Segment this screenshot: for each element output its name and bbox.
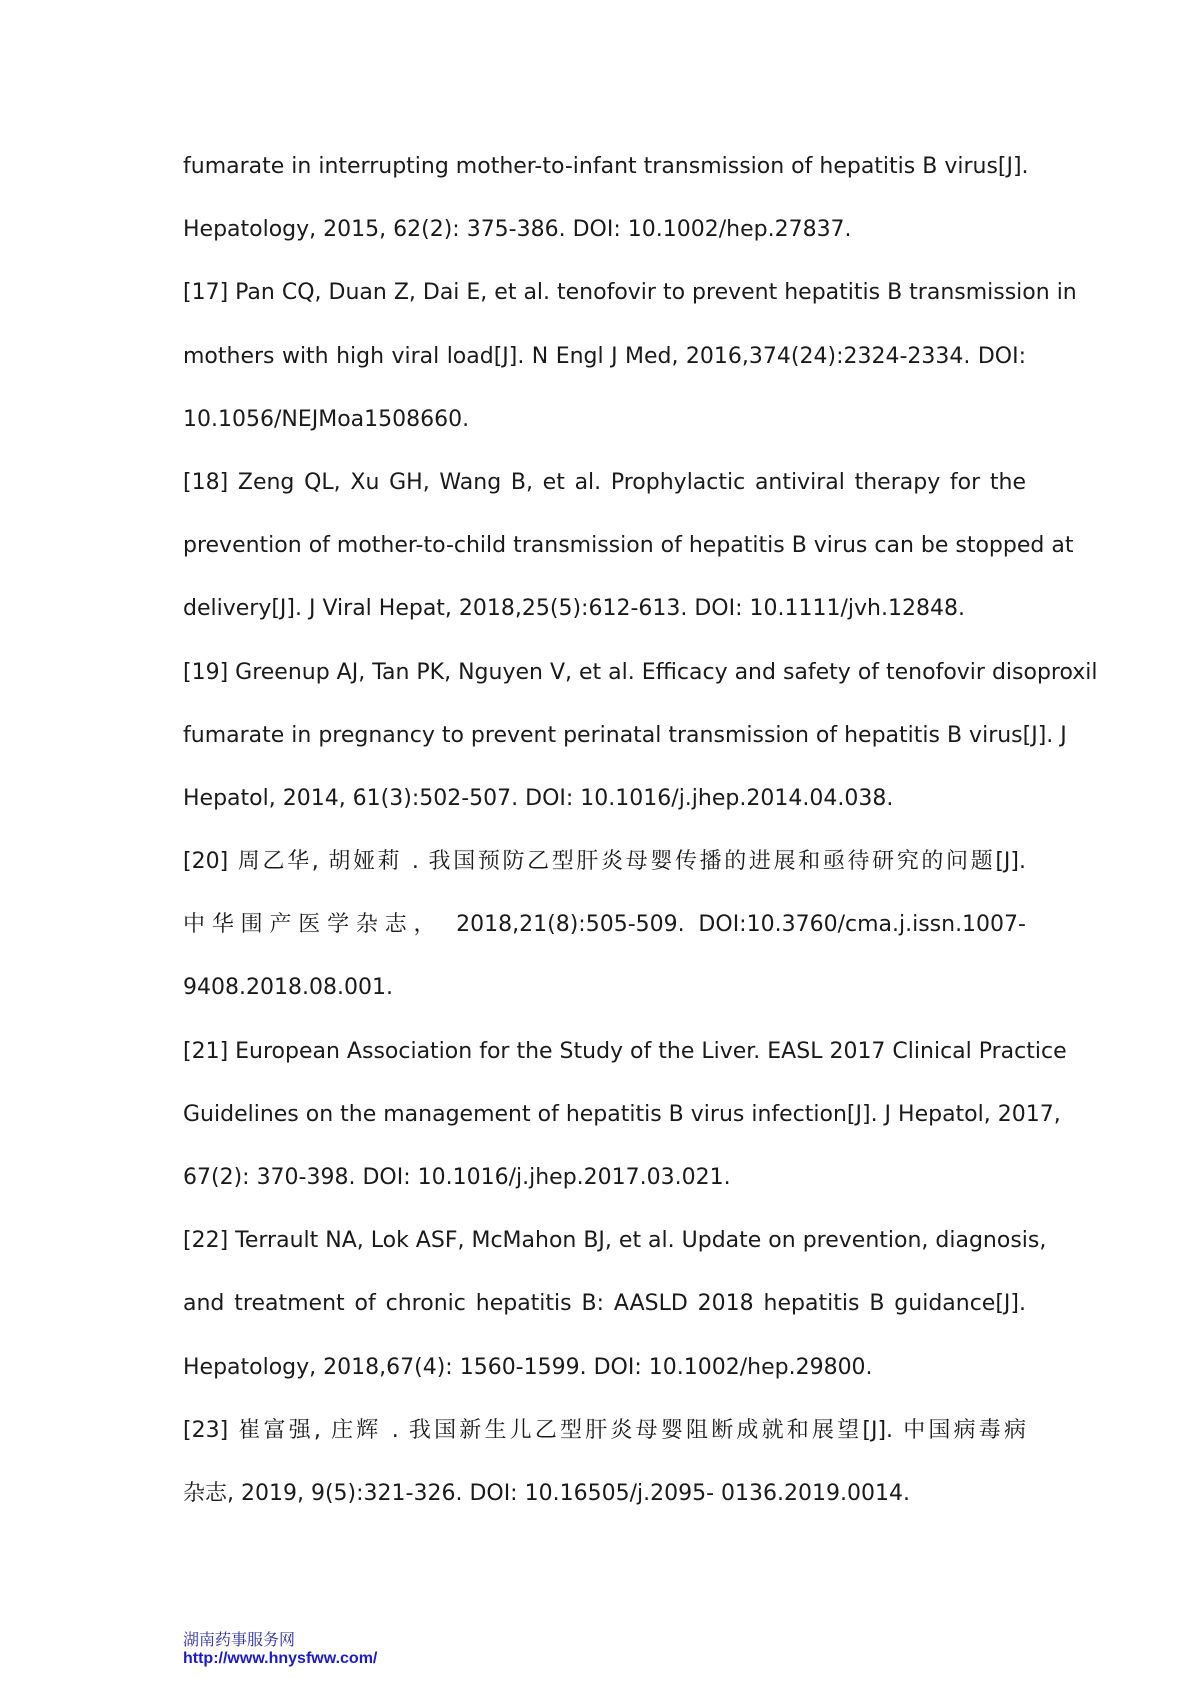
reference-line: [20] 周乙华, 胡娅莉 . 我国预防乙型肝炎母婴传播的进展和亟待研究的问题[J]. xyxy=(183,849,1026,875)
reference-line: 10.1056/NEJMoa1508660. xyxy=(183,406,470,432)
reference-line: [23] 崔富强, 庄辉 . 我国新生儿乙型肝炎母婴阻断成就和展望[J]. 中国病毒病 xyxy=(183,1417,1026,1443)
reference-line: Hepatology, 2015, 62(2): 375-386. DOI: 10.1002/hep.27837. xyxy=(183,217,852,243)
reference-line: [21] European Association for the Study of the Liver. EASL 2017 Clinical Practice xyxy=(183,1038,1067,1064)
reference-line: fumarate in pregnancy to prevent perinatal transmission of hepatitis B virus[J]. J xyxy=(183,722,1067,748)
reference-line: and treatment of chronic hepatitis B: AASLD 2018 hepatitis B guidance[J]. xyxy=(183,1291,1026,1317)
reference-line: [18] Zeng QL, Xu GH, Wang B, et al. Prophylactic antiviral therapy for the xyxy=(183,469,1026,495)
reference-line: 9408.2018.08.001. xyxy=(183,975,393,1001)
reference-line: 中华围产医学杂志， 2018,21(8):505-509. DOI:10.3760/cma.j.issn.1007- xyxy=(183,912,1026,938)
reference-line: [22] Terrault NA, Lok ASF, McMahon BJ, et al. Update on prevention, diagnosis, xyxy=(183,1228,1047,1254)
reference-line: prevention of mother-to-child transmission of hepatitis B virus can be stopped at xyxy=(183,533,1074,559)
reference-line: Hepatol, 2014, 61(3):502-507. DOI: 10.1016/j.jhep.2014.04.038. xyxy=(183,785,894,811)
reference-line: Hepatology, 2018,67(4): 1560-1599. DOI: 10.1002/hep.29800. xyxy=(183,1354,873,1380)
page-footer xyxy=(183,1630,377,1668)
reference-list xyxy=(183,154,1098,1545)
footer-site-name: 湖南药事服务网 xyxy=(183,1630,296,1649)
reference-line: [17] Pan CQ, Duan Z, Dai E, et al. tenofovir to prevent hepatitis B transmission in xyxy=(183,280,1077,306)
reference-line: mothers with high viral load[J]. N Engl J Med, 2016,374(24):2324-2334. DOI: xyxy=(183,343,1026,369)
reference-line: 杂志, 2019, 9(5):321-326. DOI: 10.16505/j.2095- 0136.2019.0014. xyxy=(183,1480,910,1506)
reference-line: Guidelines on the management of hepatitis B virus infection[J]. J Hepatol, 2017, xyxy=(183,1101,1061,1127)
reference-line: delivery[J]. J Viral Hepat, 2018,25(5):612-613. DOI: 10.1111/jvh.12848. xyxy=(183,596,965,622)
reference-line: fumarate in interrupting mother-to-infant transmission of hepatitis B virus[J]. xyxy=(183,154,1029,179)
reference-line: 67(2): 370-398. DOI: 10.1016/j.jhep.2017.03.021. xyxy=(183,1165,731,1190)
footer-url-link[interactable]: http://www.hnysfww.com/ xyxy=(183,1650,378,1667)
reference-line: [19] Greenup AJ, Tan PK, Nguyen V, et al. Efficacy and safety of tenofovir disoproxil xyxy=(183,659,1098,685)
